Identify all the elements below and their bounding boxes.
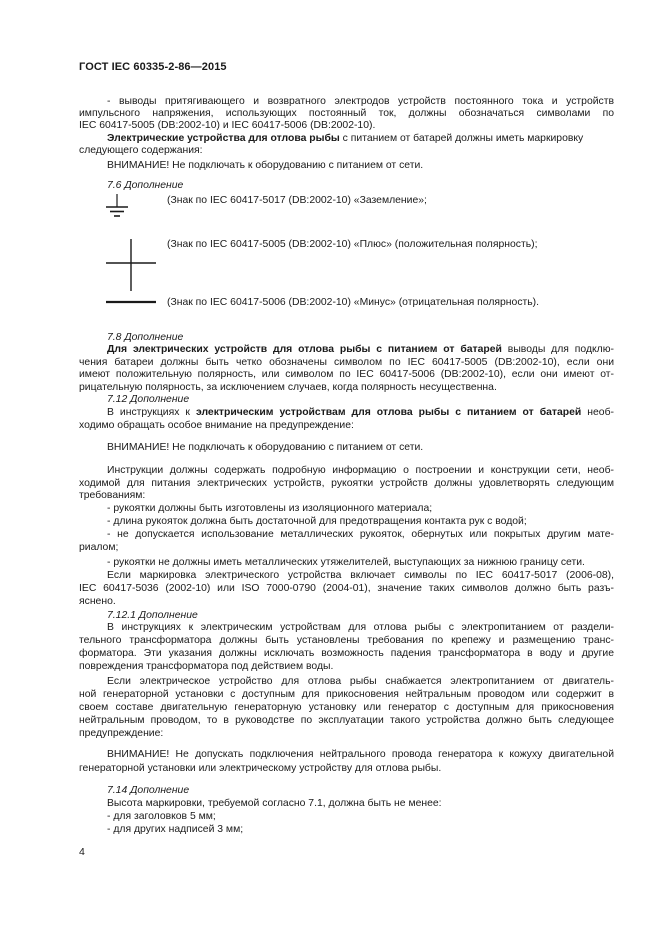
body-line: IEC 60417-5036 (2002-10) или ISO 7000-0790 (2004-01), значение таких символов должно быть разъ- bbox=[79, 583, 614, 594]
list-item: - для заголовков 5 мм; bbox=[107, 811, 216, 822]
body-line bbox=[107, 406, 614, 419]
page-number: 4 bbox=[79, 846, 85, 858]
body-line: ной генераторной установки с доступным для прикосновения нейтральным проводом или содержит в bbox=[79, 689, 614, 700]
body-line: форматора. Эти указания должны исключать возможность падения трансформатора в воду и другие bbox=[79, 648, 614, 659]
warning-text: генераторной установки или электрическому устройству для отлова рыбы. bbox=[79, 763, 442, 774]
list-item: - рукоятки должны быть изготовлены из изоляционного материала; bbox=[107, 503, 433, 514]
warning-text: ВНИМАНИЕ! Не допускать подключения нейтрального провода генератора к кожуху двигательной bbox=[107, 749, 614, 760]
list-item: - рукоятки не должны иметь металлических утяжелителей, выступающих за нижнюю границу сети. bbox=[107, 557, 585, 568]
body-line: ходимой для питания электрических устройств, рукоятки устройств должны удовлетворять следующим bbox=[79, 478, 614, 489]
body-text: с питанием от батарей должны иметь маркировку bbox=[339, 133, 584, 144]
body-line: повреждения трансформатора под действием воды. bbox=[79, 661, 334, 672]
list-item: риалом; bbox=[79, 542, 119, 553]
section-heading: 7.14 Дополнение bbox=[107, 785, 190, 796]
body-line: импульсного напряжения, использующих постоянный ток, должны обозначаться символами по bbox=[79, 108, 614, 119]
body-line: требованиям: bbox=[79, 490, 146, 501]
body-line: IEC 60417-5005 (DB:2002-10) и IEC 60417-5006 (DB:2002-10). bbox=[79, 120, 376, 131]
bold-term: Для электрических устройств для отлова рыбы с питанием от батарей bbox=[107, 344, 502, 355]
list-item: - для других надписей 3 мм; bbox=[107, 824, 244, 835]
body-line: предупреждение: bbox=[79, 728, 164, 739]
body-text: В инструкциях к bbox=[107, 407, 196, 418]
warning-text: ВНИМАНИЕ! Не подключать к оборудованию с питанием от сети. bbox=[107, 160, 424, 171]
body-line: яснено. bbox=[79, 596, 116, 607]
body-line: чения батареи должны быть четко обозначены символом по IEC 60417-5005 (DB:2002-10), если они bbox=[79, 357, 614, 368]
body-text: выводы для подклю- bbox=[501, 344, 615, 355]
plus-symbol-icon bbox=[104, 237, 160, 293]
body-line: своем составе двигательную генераторную установку или генератор с доступным для прикосновения bbox=[79, 702, 614, 713]
body-line: Если электрическое устройство для отлова рыбы снабжается электропитанием от двигатель- bbox=[107, 676, 614, 687]
bold-term: электрическим устройствам для отлова рыбы с питанием от батарей bbox=[195, 407, 582, 418]
body-text: необ- bbox=[581, 407, 614, 418]
document-header: ГОСТ IEC 60335-2-86—2015 bbox=[79, 61, 227, 73]
section-heading: 7.8 Дополнение bbox=[107, 332, 184, 343]
section-heading: 7.12.1 Дополнение bbox=[107, 610, 198, 621]
body-line: - выводы притягивающего и возвратного электродов устройств постоянного тока и устройств bbox=[107, 96, 614, 107]
body-line: ходимо обращать особое внимание на предупреждение: bbox=[79, 420, 354, 431]
body-line: тельного трансформатора должны быть установлены требования по крепежу и размещению транс- bbox=[79, 635, 614, 646]
bold-term: Электрические устройства для отлова рыбы bbox=[107, 133, 340, 144]
body-line: Инструкции должны содержать подробную информацию о построении и конструкции сети, необ- bbox=[107, 465, 614, 476]
body-line: следующего содержания: bbox=[79, 145, 203, 156]
symbol-caption: (Знак по IEC 60417-5006 (DB:2002-10) «Минус» (отрицательная полярность). bbox=[167, 297, 540, 308]
symbol-caption: (Знак по IEC 60417-5017 (DB:2002-10) «Заземление»; bbox=[167, 195, 427, 206]
list-item: - не допускается использование металлических рукояток, обернутых или покрытых другим мате- bbox=[107, 529, 614, 540]
body-line bbox=[107, 343, 614, 356]
minus-symbol-icon bbox=[104, 298, 160, 306]
body-line: рицательную полярность, за исключением случаев, когда полярность несущественна. bbox=[79, 382, 497, 393]
body-line: Если маркировка электрического устройства включает символы по IEC 60417-5017 (2006-08), bbox=[107, 570, 614, 581]
body-line: нейтральным проводом, то в руководстве по эксплуатации такого устройства должно быть следующее bbox=[79, 715, 614, 726]
body-line: В инструкциях к электрическим устройствам для отлова рыбы с электропитанием от раздели- bbox=[107, 622, 614, 633]
ground-symbol-icon bbox=[104, 193, 134, 221]
symbol-caption: (Знак по IEC 60417-5005 (DB:2002-10) «Плюс» (положительная полярность); bbox=[167, 239, 538, 250]
section-heading: 7.12 Дополнение bbox=[107, 394, 190, 405]
list-item: - длина рукояток должна быть достаточной для предотвращения контакта рук с водой; bbox=[107, 516, 527, 527]
body-line: имеют положительную полярность, или символом по IEC 60417-5006 (DB:2002-10), если они имеют от- bbox=[79, 369, 614, 380]
warning-text: ВНИМАНИЕ! Не подключать к оборудованию с питанием от сети. bbox=[107, 442, 424, 453]
body-line: Высота маркировки, требуемой согласно 7.1, должна быть не менее: bbox=[107, 798, 442, 809]
section-heading: 7.6 Дополнение bbox=[107, 180, 184, 191]
